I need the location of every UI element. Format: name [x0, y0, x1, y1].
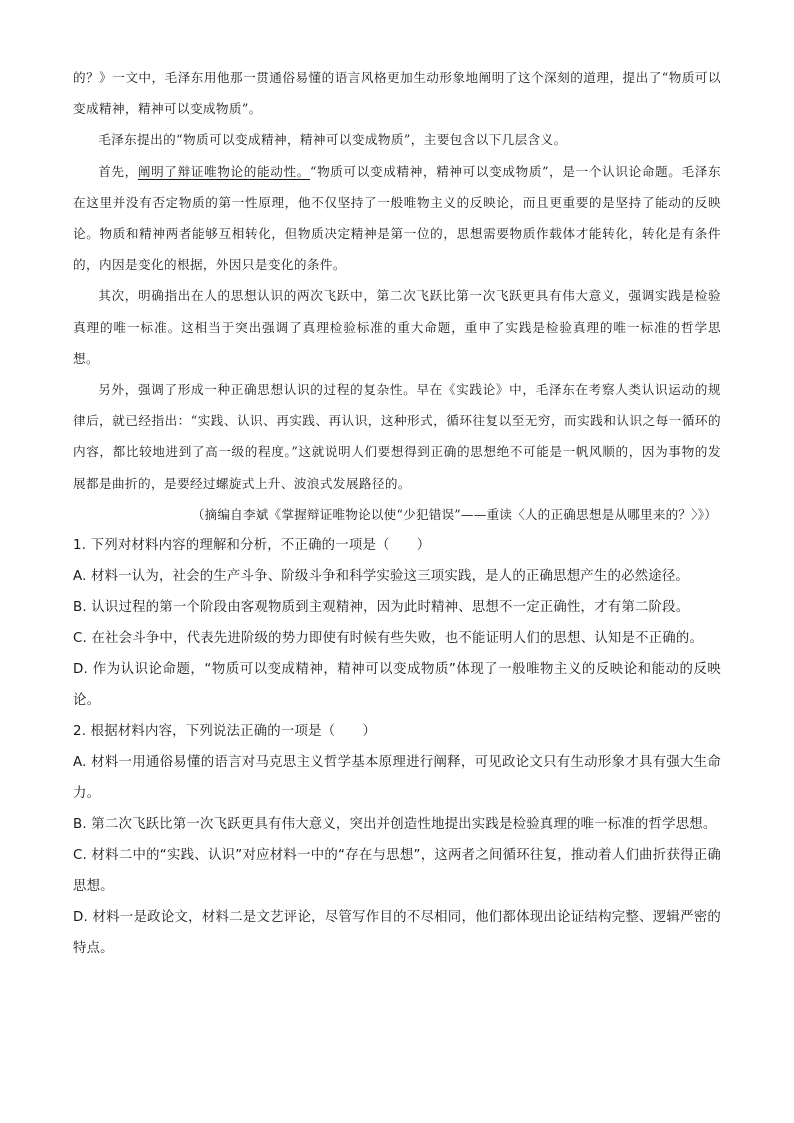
passage-paragraph-3: [73, 156, 721, 281]
passage-source-citation: （摘编自李斌《掌握辩证唯物论以使“少犯错误”——重读〈人的正确思想是从哪里来的？〉》）: [191, 506, 717, 522]
passage-paragraph-4: 其次，明确指出在人的思想认识的两次飞跃中，第二次飞跃比第一次飞跃更具有伟大意义，强调实践是检验真理的唯一标准。这相当于突出强调了真理检验标准的重大命题，重申了实践是检验真理的唯一标准的哲学思想。: [73, 288, 721, 366]
underlined-phrase: 阐明了辩证唯物论的能动性。: [137, 163, 310, 179]
questions-section: [73, 530, 721, 964]
question-2-option-b: B. 第二次飞跃比第一次飞跃更具有伟大意义，突出并创造性地提出实践是检验真理的唯一标准的哲学思想。: [73, 817, 717, 832]
passage-paragraph-1: 的？》一文中，毛泽东用他那一贯通俗易懂的语言风格更加生动形象地阐明了这个深刻的道理，提出了“物质可以变成精神，精神可以变成物质”。: [73, 70, 721, 117]
paragraph-3-rest: “物质可以变成精神，精神可以变成物质”，是一个认识论命题。毛泽东在这里并没有否定物质的第一性原理，他不仅坚持了一般唯物主义的反映论，而且更重要的是坚持了能动的反映论。物质和精神两者能够互相转化，但物质决定精神是第一位的，思想需要物质作载体才能转化，转化是有条件的，内因是变化的根据，外因只是变化的条件。: [73, 163, 721, 273]
passage-paragraph-2: 毛泽东提出的“物质可以变成精神，精神可以变成物质”，主要包含以下几层含义。: [98, 132, 567, 148]
paragraph-3-prefix: 首先，: [98, 163, 138, 179]
question-2-stem: 2. 根据材料内容，下列说法正确的一项是（ ）: [73, 724, 377, 739]
passage-paragraph-5: 另外，强调了形成一种正确思想认识的过程的复杂性。早在《实践论》中，毛泽东在考察人类认识运动的规律后，就已经指出：“实践、认识、再实践、再认识，这种形式，循环往复以至无穷，而实践和认识之每一循环的内容，都比较地进到了高一级的程度。”这就说明人们要想得到正确的思想绝不可能是一帆风顺的，因为事物的发展都是曲折的，是要经过螺旋式上升、波浪式发展路径的。: [73, 382, 721, 491]
question-2-option-a: A. 材料一用通俗易懂的语言对马克思主义哲学基本原理进行阐释，可见政论文只有生动形象才具有强大生命力。: [73, 755, 721, 801]
question-1-option-a: A. 材料一认为，社会的生产斗争、阶级斗争和科学实验这三项实践，是人的正确思想产生的必然途径。: [73, 569, 690, 584]
question-1-option-c: C. 在社会斗争中，代表先进阶级的势力即使有时候有些失败，也不能证明人们的思想、认知是不正确的。: [73, 631, 704, 646]
question-1-option-d: D. 作为认识论命题，“物质可以变成精神，精神可以变成物质”体现了一般唯物主义的反映论和能动的反映论。: [73, 662, 721, 708]
material-passage: [73, 62, 721, 530]
question-2-option-d: D. 材料一是政论文，材料二是文艺评论，尽管写作目的不尽相同，他们都体现出论证结构完整、逻辑严密的特点。: [73, 910, 721, 956]
question-2-option-c: C. 材料二中的“实践、认识”对应材料一中的“存在与思想”，这两者之间循环往复，推动着人们曲折获得正确思想。: [73, 848, 721, 894]
question-1-option-b: B. 认识过程的第一个阶段由客观物质到主观精神，因为此时精神、思想不一定正确性，才有第二阶段。: [73, 600, 690, 615]
question-1-stem: 1. 下列对材料内容的理解和分析，不正确的一项是（ ）: [73, 538, 431, 553]
